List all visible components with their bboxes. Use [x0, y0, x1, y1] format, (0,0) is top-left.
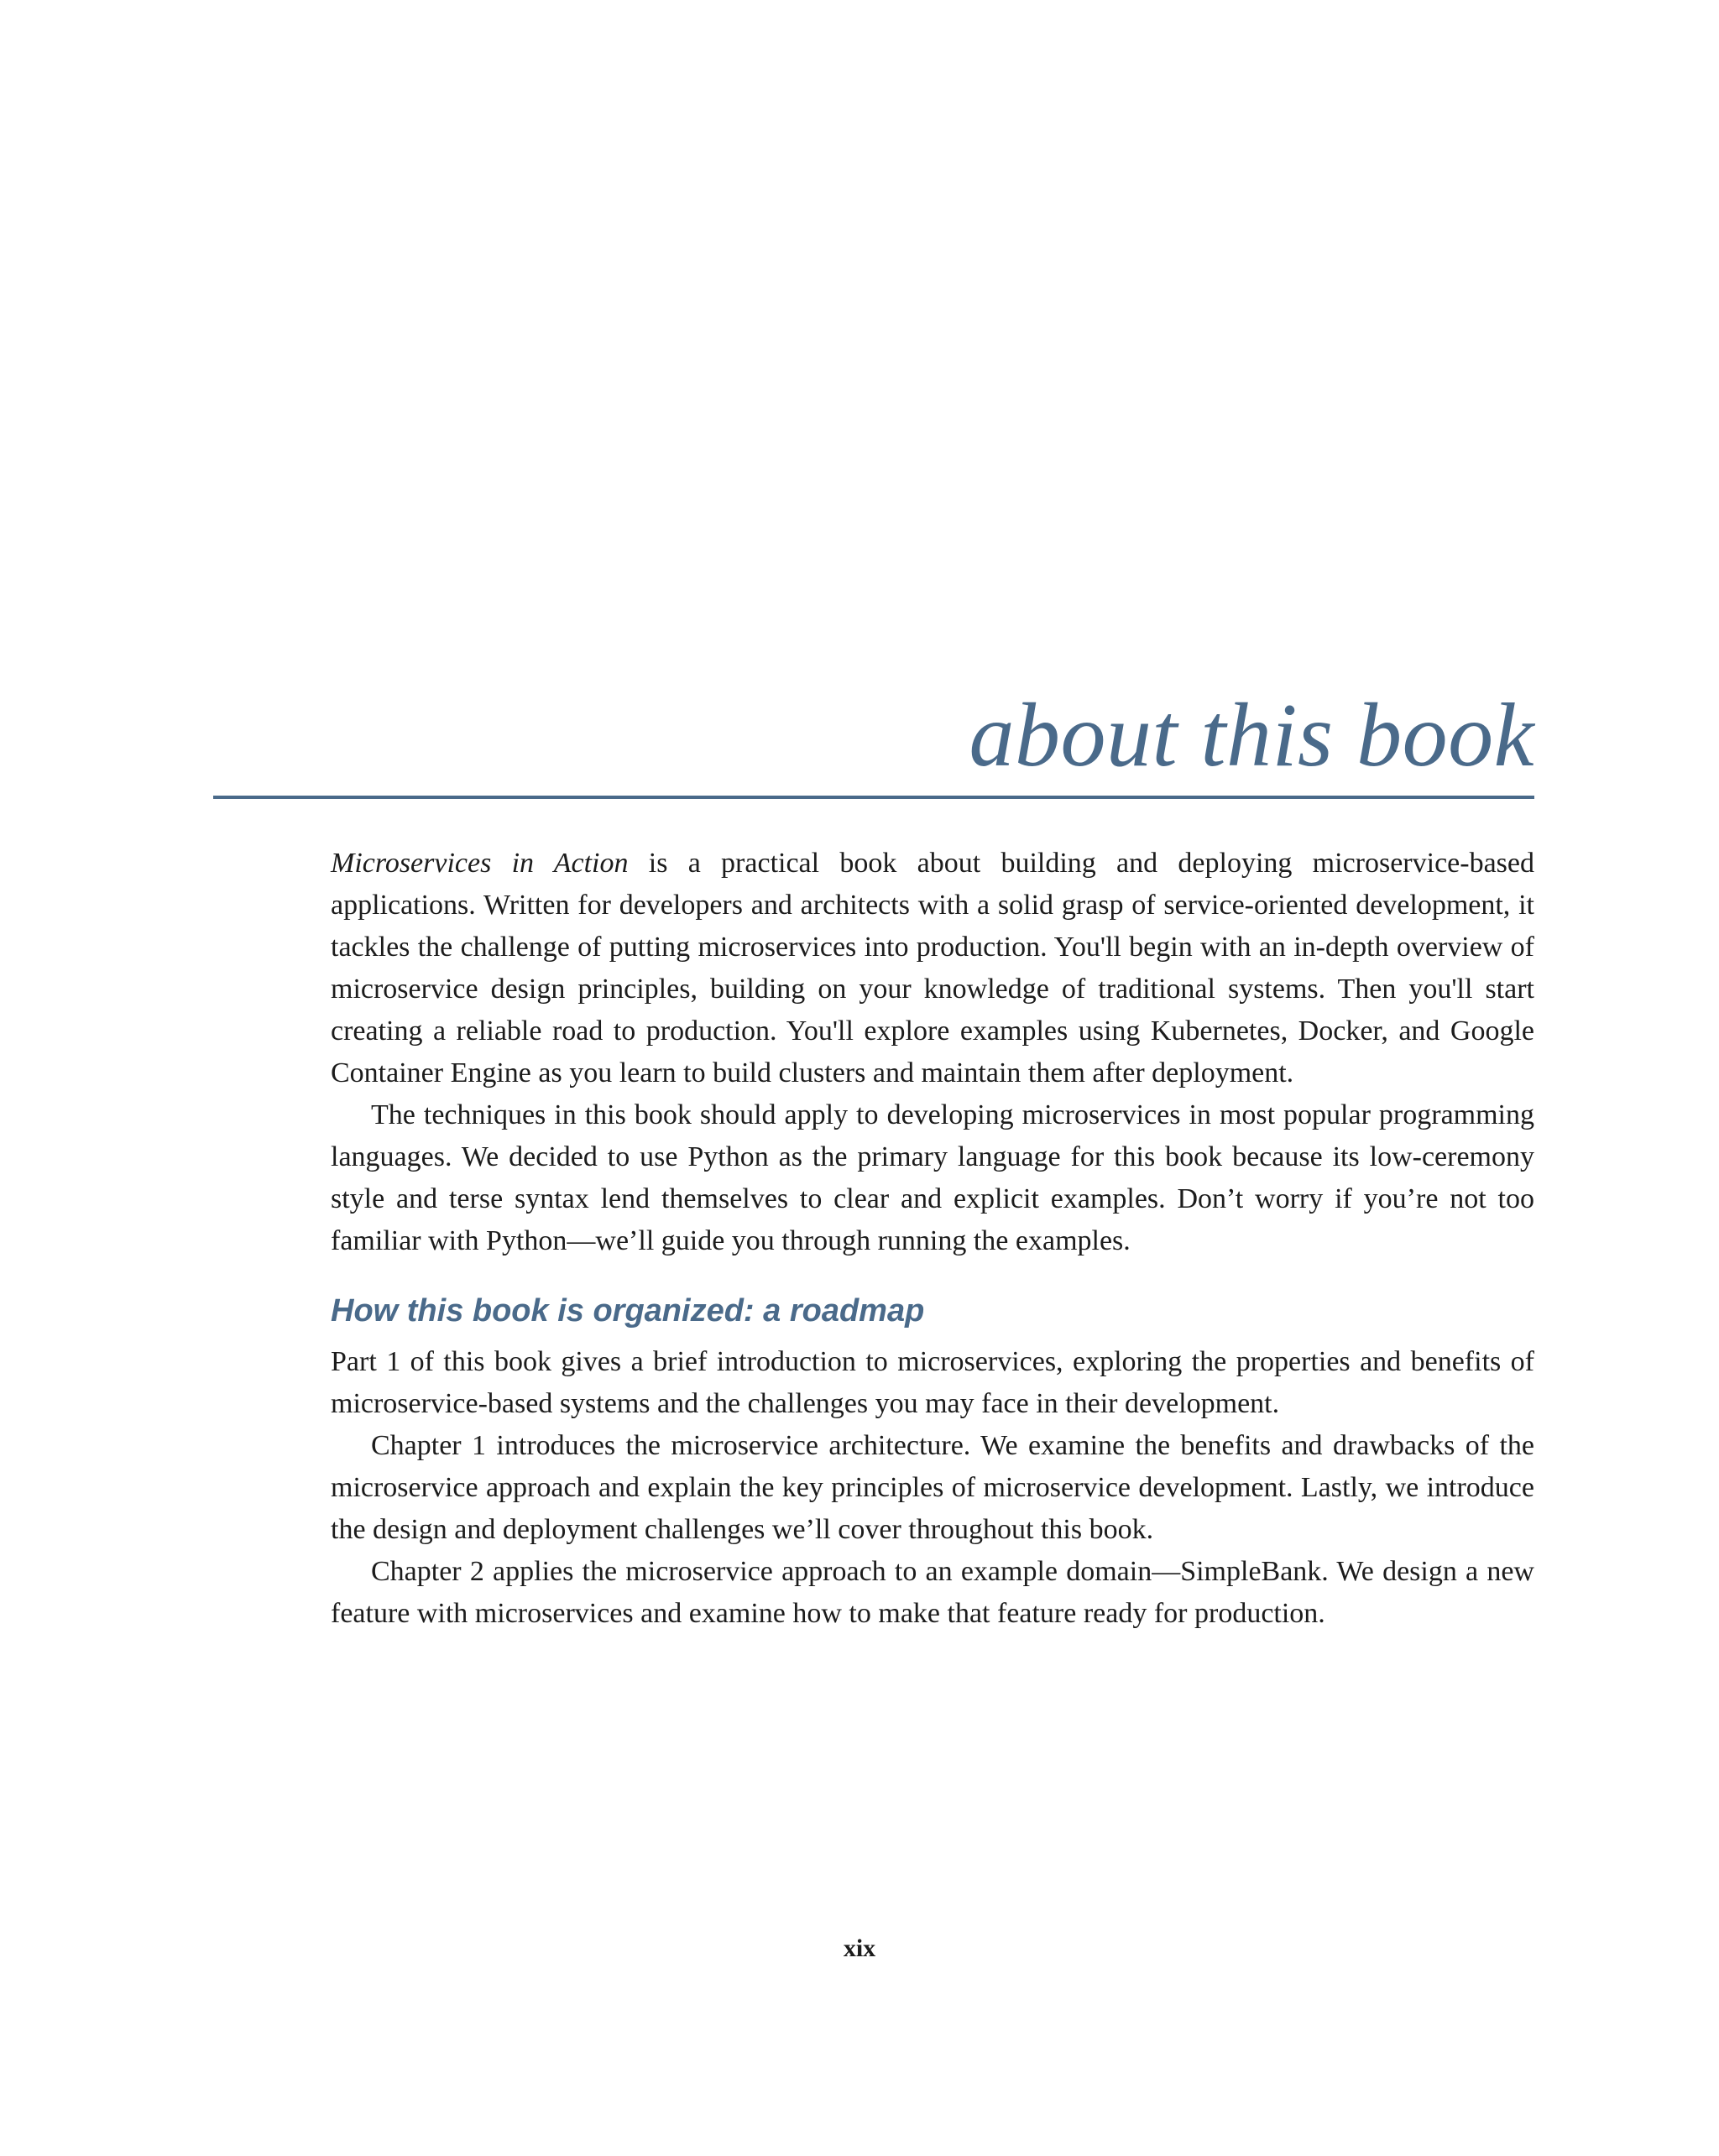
page-body: [331, 843, 1534, 1635]
intro-paragraph: [331, 843, 1534, 1094]
roadmap-paragraph-chapter-2: Chapter 2 applies the microservice approach to an example domain—SimpleBank. We design a new feature with microservices and examine how to make that feature ready for production.: [331, 1556, 1534, 1629]
chapter-title: about this book: [969, 686, 1534, 786]
page-number: xix: [843, 1934, 876, 1962]
language-paragraph: The techniques in this book should apply to developing microservices in most popular programming languages. We decided to use Python as the primary language for this book because its low-ceremony style and terse syntax lend themselves to clear and explicit examples. Don’t worry if you’re not too familiar with Python—we’ll guide you through running the examples.: [331, 1099, 1534, 1256]
roadmap-paragraph-chapter-1: Chapter 1 introduces the microservice architecture. We examine the benefits and drawbacks of the microservice approach and explain the key principles of microservice development. Lastly, we introduce the design and deployment challenges we’ll cover throughout this book.: [331, 1430, 1534, 1545]
intro-paragraph-text: is a practical book about building and deploying microservice-based applications. Written for developers and architects with a solid grasp of service-oriented development, it tackles the challenge of putting microservices into production. You'll begin with an in-depth overview of microservice design principles, building on your knowledge of traditional systems. Then you'll start creating a reliable road to production. You'll explore examples using Kubernetes, Docker, and Google Container Engine as you learn to build clusters and maintain them after deployment.: [331, 848, 1534, 1088]
roadmap-paragraph-part-1: Part 1 of this book gives a brief introduction to microservices, exploring the properties and benefits of microservice-based systems and the challenges you may face in their development.: [331, 1346, 1534, 1419]
book-title-reference: Microservices in Action: [331, 848, 629, 879]
section-heading-roadmap: How this book is organized: a roadmap: [331, 1293, 925, 1329]
title-rule: [213, 796, 1534, 799]
